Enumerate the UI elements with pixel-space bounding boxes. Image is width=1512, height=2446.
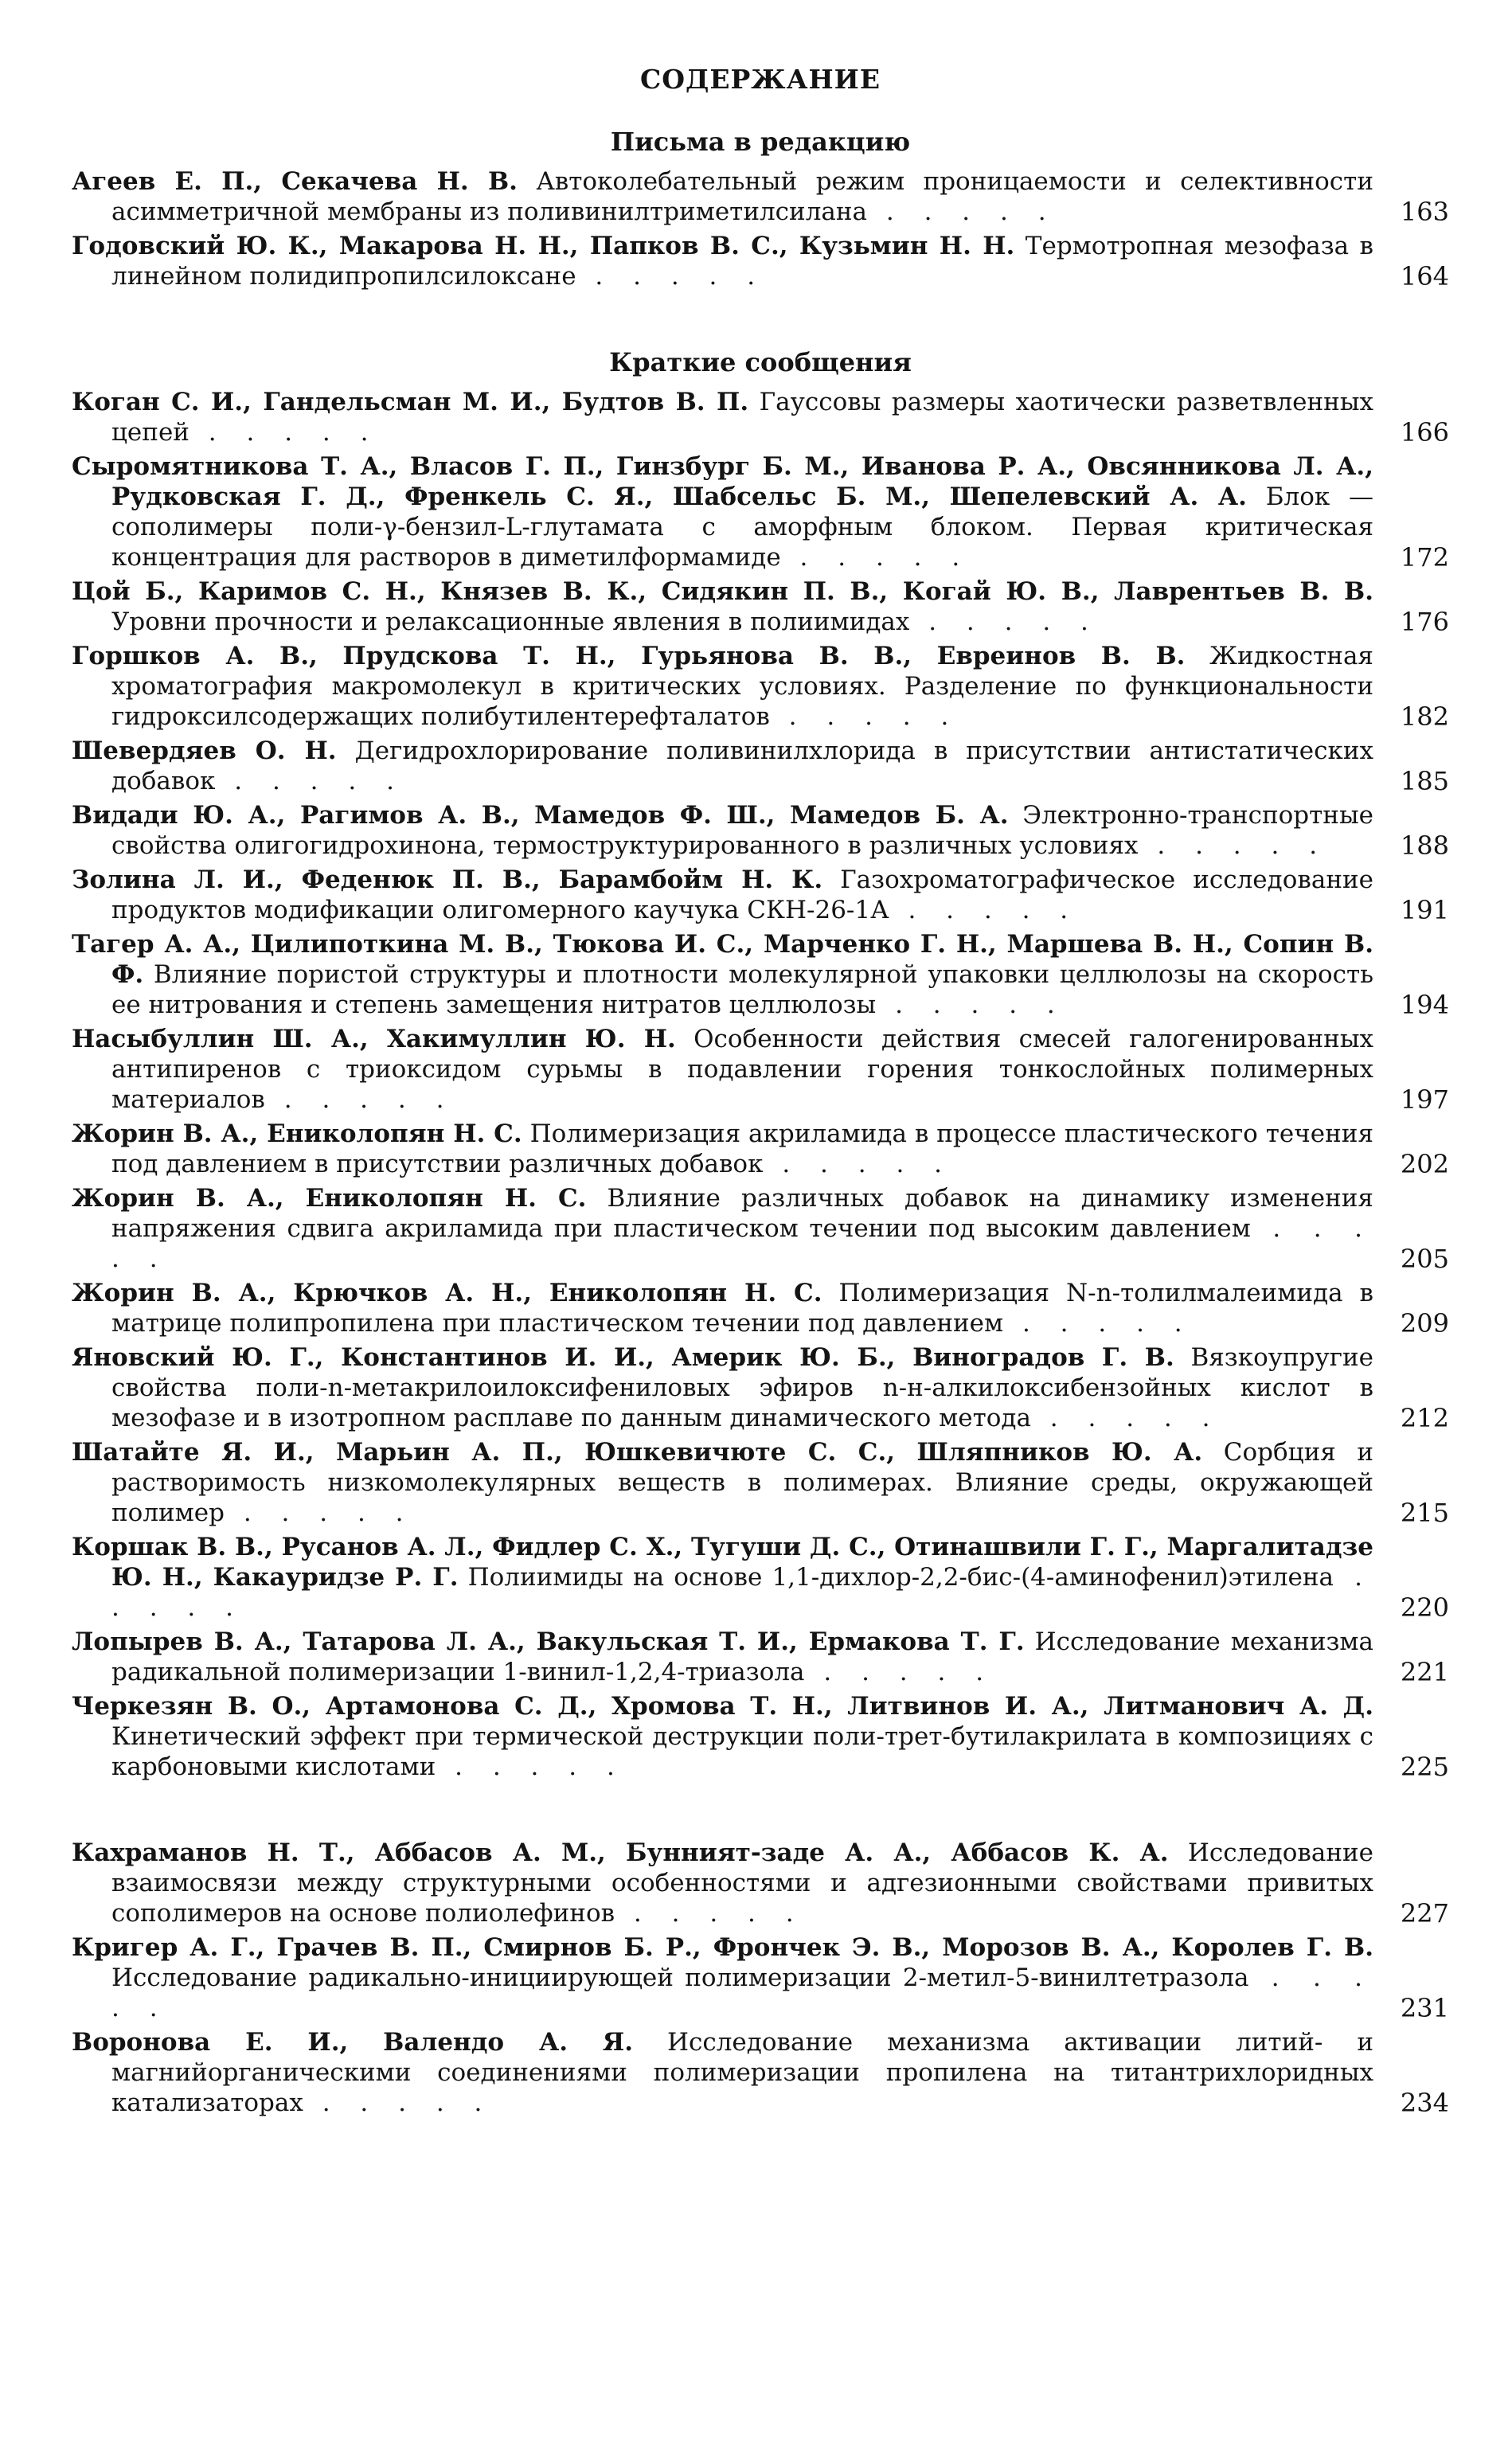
section-title: Краткие сообщения [609, 347, 912, 377]
entry-title: Особенности действия смесей галогенированных антипиренов с триоксидом сурьмы в подавлении горения тонкослойных полимерных материалов [111, 1025, 1373, 1114]
entry-authors: Жорин В. А., Ениколопян Н. С. [72, 1119, 522, 1148]
toc-entry [72, 1627, 1449, 1687]
leader-dots: . . . . . [1030, 1404, 1221, 1432]
leader-dots: . . . . . [867, 197, 1057, 226]
entry-authors: Насыбуллин Ш. А., Хакимуллин Ю. Н. [72, 1025, 676, 1053]
entry-page-number: 202 [1400, 1149, 1449, 1179]
entry-title: Влияние различных добавок на динамику изменения напряжения сдвига акриламида при пластическом течении под высоким давлением [111, 1184, 1373, 1243]
entry-title: Газохроматографическое исследование продуктов модификации олигомерного каучука СКН-26-1А [111, 865, 1373, 924]
entry-authors: Тагер А. А., Цилипоткина М. В., Тюкова И. С., Марченко Г. Н., Маршева В. Н., Сопин В. Ф. [72, 930, 1373, 989]
entry-page-number: 166 [1400, 417, 1449, 447]
toc-entry [72, 1691, 1449, 1782]
toc-entry [72, 2027, 1449, 2118]
leader-dots: . . . . . [804, 1658, 995, 1686]
toc-entry-body [72, 2027, 1373, 2118]
entry-authors: Годовский Ю. К., Макарова Н. Н., Папков В. С., Кузьмин Н. Н. [72, 232, 1015, 260]
leader-dots: . . . . . [111, 1563, 1373, 1622]
leader-dots: . . . . . [264, 1085, 455, 1114]
entry-page-number: 234 [1400, 2088, 1449, 2118]
leader-dots: . . . . . [615, 1899, 805, 1928]
contents-section [72, 127, 1449, 291]
toc-entry-body [72, 1342, 1373, 1433]
leader-dots: . . . . . [909, 608, 1100, 636]
entry-authors: Яновский Ю. Г., Константинов И. И., Америк Ю. Б., Виноградов Г. В. [72, 1343, 1174, 1372]
toc-entry [72, 865, 1449, 925]
entry-page-number: 197 [1400, 1084, 1449, 1115]
toc-entry [72, 1119, 1449, 1179]
toc-entry-body [72, 1532, 1373, 1623]
toc-entry [72, 800, 1449, 861]
entry-title: Дегидрохлорирование поливинилхлорида в присутствии антистатических добавок [111, 737, 1373, 795]
leader-dots: . . . . . [780, 543, 971, 572]
entry-title: Вязкоупругие свойства поли-n-метакрилоилоксифениловых эфиров n-н-алкилоксибензойных кислот в мезофазе и в изотропном расплаве по данным динамического метода [111, 1343, 1373, 1432]
entry-authors: Шатайте Я. И., Марьин А. П., Юшкевичюте С. С., Шляпников Ю. А. [72, 1438, 1203, 1467]
entry-page-number: 172 [1400, 542, 1449, 572]
toc-entry-body [72, 1691, 1373, 1782]
toc-entry-body [72, 1024, 1373, 1115]
entry-authors: Цой Б., Каримов С. Н., Князев В. К., Сидякин П. В., Когай Ю. В., Лаврентьев В. В. [72, 577, 1373, 606]
entry-page-number: 188 [1400, 830, 1449, 861]
entry-title: Жидкостная хроматография макромолекул в критических условиях. Разделение по функциональности гидроксилсодержащих полибутилентерефталатов [111, 642, 1373, 731]
toc-entry-body [72, 387, 1373, 447]
entry-title: Автоколебательный режим проницаемости и селективности асимметричной мембраны из поливинилтриметилсилана [111, 167, 1373, 226]
entry-authors: Шевердяев О. Н. [72, 737, 337, 765]
entry-authors: Кахраманов Н. Т., Аббасов А. М., Бунният-заде А. А., Аббасов К. А. [72, 1838, 1169, 1867]
contents-sections [72, 127, 1449, 2118]
entry-authors: Жорин В. А., Ениколопян Н. С. [72, 1184, 587, 1213]
entry-title: Исследование взаимосвязи между структурными особенностями и адгезионными свойствами привитых сополимеров на основе полиолефинов [111, 1838, 1373, 1928]
toc-entry [72, 166, 1449, 227]
toc-entry-body [72, 231, 1373, 291]
entry-authors: Коршак В. В., Русанов А. Л., Фидлер С. Х., Тугуши Д. С., Отинашвили Г. Г., Маргалитадзе Ю. Н., Какауридзе Р. Г. [72, 1533, 1373, 1592]
entry-title: Исследование механизма радикальной полимеризации 1-винил-1,2,4-триазола [111, 1627, 1373, 1686]
entry-authors: Видади Ю. А., Рагимов А. В., Мамедов Ф. Ш., Мамедов Б. А. [72, 801, 1009, 830]
leader-dots: . . . . . [303, 2088, 494, 2117]
entry-page-number: 227 [1400, 1898, 1449, 1928]
entry-page-number: 163 [1400, 197, 1449, 227]
leader-dots: . . . . . [1138, 831, 1329, 860]
contents-section [72, 1838, 1449, 2118]
entry-page-number: 176 [1400, 607, 1449, 637]
toc-entry [72, 1183, 1449, 1274]
toc-entry-body [72, 1278, 1373, 1338]
entry-title: Электронно-транспортные свойства олигогидрохинона, термоструктурированного в различных условиях [111, 801, 1373, 860]
leader-dots: . . . . . [189, 418, 380, 447]
toc-entry [72, 1278, 1449, 1338]
entry-authors: Коган С. И., Гандельсман М. И., Будтов В. П. [72, 388, 749, 416]
entry-page-number: 185 [1400, 766, 1449, 796]
leader-dots: . . . . . [769, 702, 960, 731]
entry-title: Полимеризация акриламида в процессе пластического течения под давлением в присутствии различных добавок [111, 1119, 1373, 1178]
leader-dots: . . . . . [1003, 1309, 1194, 1338]
toc-entry-body [72, 451, 1373, 572]
entry-title: Исследование радикально-инициирующей полимеризации 2-метил-5-винилтетразола [111, 1963, 1249, 1992]
toc-entry [72, 387, 1449, 447]
entry-page-number: 212 [1400, 1403, 1449, 1433]
leader-dots: . . . . . [889, 896, 1080, 924]
leader-dots: . . . . . [436, 1752, 626, 1781]
entry-title: Термотропная мезофаза в линейном полидипропилсилоксане [111, 232, 1373, 291]
entry-title: Уровни прочности и релаксационные явления в полиимидах [111, 608, 910, 636]
toc-entry [72, 1532, 1449, 1623]
page-title: СОДЕРЖАНИЕ [639, 64, 881, 95]
toc-entry [72, 641, 1449, 732]
toc-entry-body [72, 1838, 1373, 1928]
entry-title: Влияние пористой структуры и плотности молекулярной упаковки целлюлозы на скорость ее нитрования и степень замещения нитратов целлюлозы [111, 960, 1374, 1019]
entry-title: Полимеризация N-n-толилмалеимида в матрице полипропилена при пластическом течении под давлением [111, 1279, 1373, 1338]
entry-page-number: 194 [1400, 990, 1449, 1020]
entry-authors: Лопырев В. А., Татарова Л. А., Вакульская Т. И., Ермакова Т. Г. [72, 1627, 1025, 1656]
entry-title: Кинетический эффект при термической деструкции поли-трет-бутилакрилата в композициях с карбоновыми кислотами [111, 1722, 1373, 1781]
toc-entry [72, 1024, 1449, 1115]
toc-entry [72, 576, 1449, 637]
entry-page-number: 191 [1400, 895, 1449, 925]
toc-entry [72, 231, 1449, 291]
leader-dots: . . . . . [111, 1214, 1374, 1273]
entry-page-number: 205 [1400, 1244, 1449, 1274]
leader-dots: . . . . . [224, 1498, 415, 1527]
toc-entry-body [72, 800, 1373, 861]
toc-entry [72, 1838, 1449, 1928]
entry-title: Гауссовы размеры хаотически разветвленных цепей [111, 388, 1373, 447]
entry-page-number: 182 [1400, 701, 1449, 732]
toc-entry-body [72, 1627, 1373, 1687]
entry-title: Сорбция и растворимость низкомолекулярных веществ в полимерах. Влияние среды, окружающей полимер [111, 1438, 1373, 1527]
toc-entry-body [72, 166, 1373, 227]
contents-page [72, 64, 1449, 2174]
leader-dots: . . . . . [763, 1150, 954, 1178]
toc-entry [72, 1932, 1449, 2023]
entry-page-number: 220 [1400, 1592, 1449, 1623]
toc-entry-body [72, 1183, 1373, 1274]
entry-title: Исследование механизма активации литий- и магнийорганическими соединениями полимеризации пропилена на титантрихлоридных катализаторах [111, 2028, 1373, 2117]
toc-entry-body [72, 576, 1373, 637]
leader-dots: . . . . . [576, 262, 767, 291]
toc-entry-body [72, 736, 1373, 796]
entry-title: Полиимиды на основе 1,1-дихлор-2,2-бис-(4-аминофенил)этилена [467, 1563, 1334, 1592]
leader-dots: . . . . . [876, 991, 1066, 1019]
entry-authors: Жорин В. А., Крючков А. Н., Ениколопян Н. С. [72, 1279, 822, 1307]
toc-entry [72, 451, 1449, 572]
entry-authors: Агеев Е. П., Секачева Н. В. [72, 167, 518, 196]
entry-title: Блок — сополимеры поли-γ-бензил-L-глутамата с аморфным блоком. Первая критическая концентрация для растворов в диметилформамиде [111, 483, 1373, 572]
toc-entry [72, 736, 1449, 796]
toc-entry-body [72, 1437, 1373, 1528]
toc-entry-body [72, 865, 1373, 925]
entry-page-number: 209 [1400, 1308, 1449, 1338]
entry-page-number: 231 [1400, 1993, 1449, 2023]
toc-entry-body [72, 641, 1373, 732]
entry-authors: Золина Л. И., Феденюк П. В., Барамбойм Н. К. [72, 865, 823, 894]
entry-page-number: 164 [1400, 261, 1449, 291]
entry-authors: Кригер А. Г., Грачев В. П., Смирнов Б. Р., Фрончек Э. В., Морозов В. А., Королев Г. В. [72, 1933, 1373, 1962]
leader-dots: . . . . . [111, 1963, 1373, 2022]
toc-entry [72, 929, 1449, 1020]
entry-authors: Черкезян В. О., Артамонова С. Д., Хромова Т. Н., Литвинов И. А., Литманович А. Д. [72, 1692, 1373, 1721]
entry-authors: Горшков А. В., Прудскова Т. Н., Гурьянова В. В., Евреинов В. В. [72, 642, 1186, 670]
entry-authors: Сыромятникова Т. А., Власов Г. П., Гинзбург Б. М., Иванова Р. А., Овсянникова Л. А., Рудковская Г. Д., Френкель С. Я., Шабсельс Б. М., Шепелевский А. А. [72, 452, 1373, 511]
leader-dots: . . . . . [215, 767, 405, 795]
contents-section [72, 347, 1449, 1782]
toc-entry [72, 1342, 1449, 1433]
entry-page-number: 215 [1400, 1498, 1449, 1528]
toc-entry-body [72, 1932, 1373, 2023]
toc-entry-body [72, 1119, 1373, 1179]
entry-page-number: 225 [1400, 1752, 1449, 1782]
entry-page-number: 221 [1400, 1657, 1449, 1687]
toc-entry-body [72, 929, 1373, 1020]
entry-authors: Воронова Е. И., Валендо А. Я. [72, 2028, 634, 2057]
section-title: Письма в редакцию [610, 127, 911, 157]
toc-entry [72, 1437, 1449, 1528]
